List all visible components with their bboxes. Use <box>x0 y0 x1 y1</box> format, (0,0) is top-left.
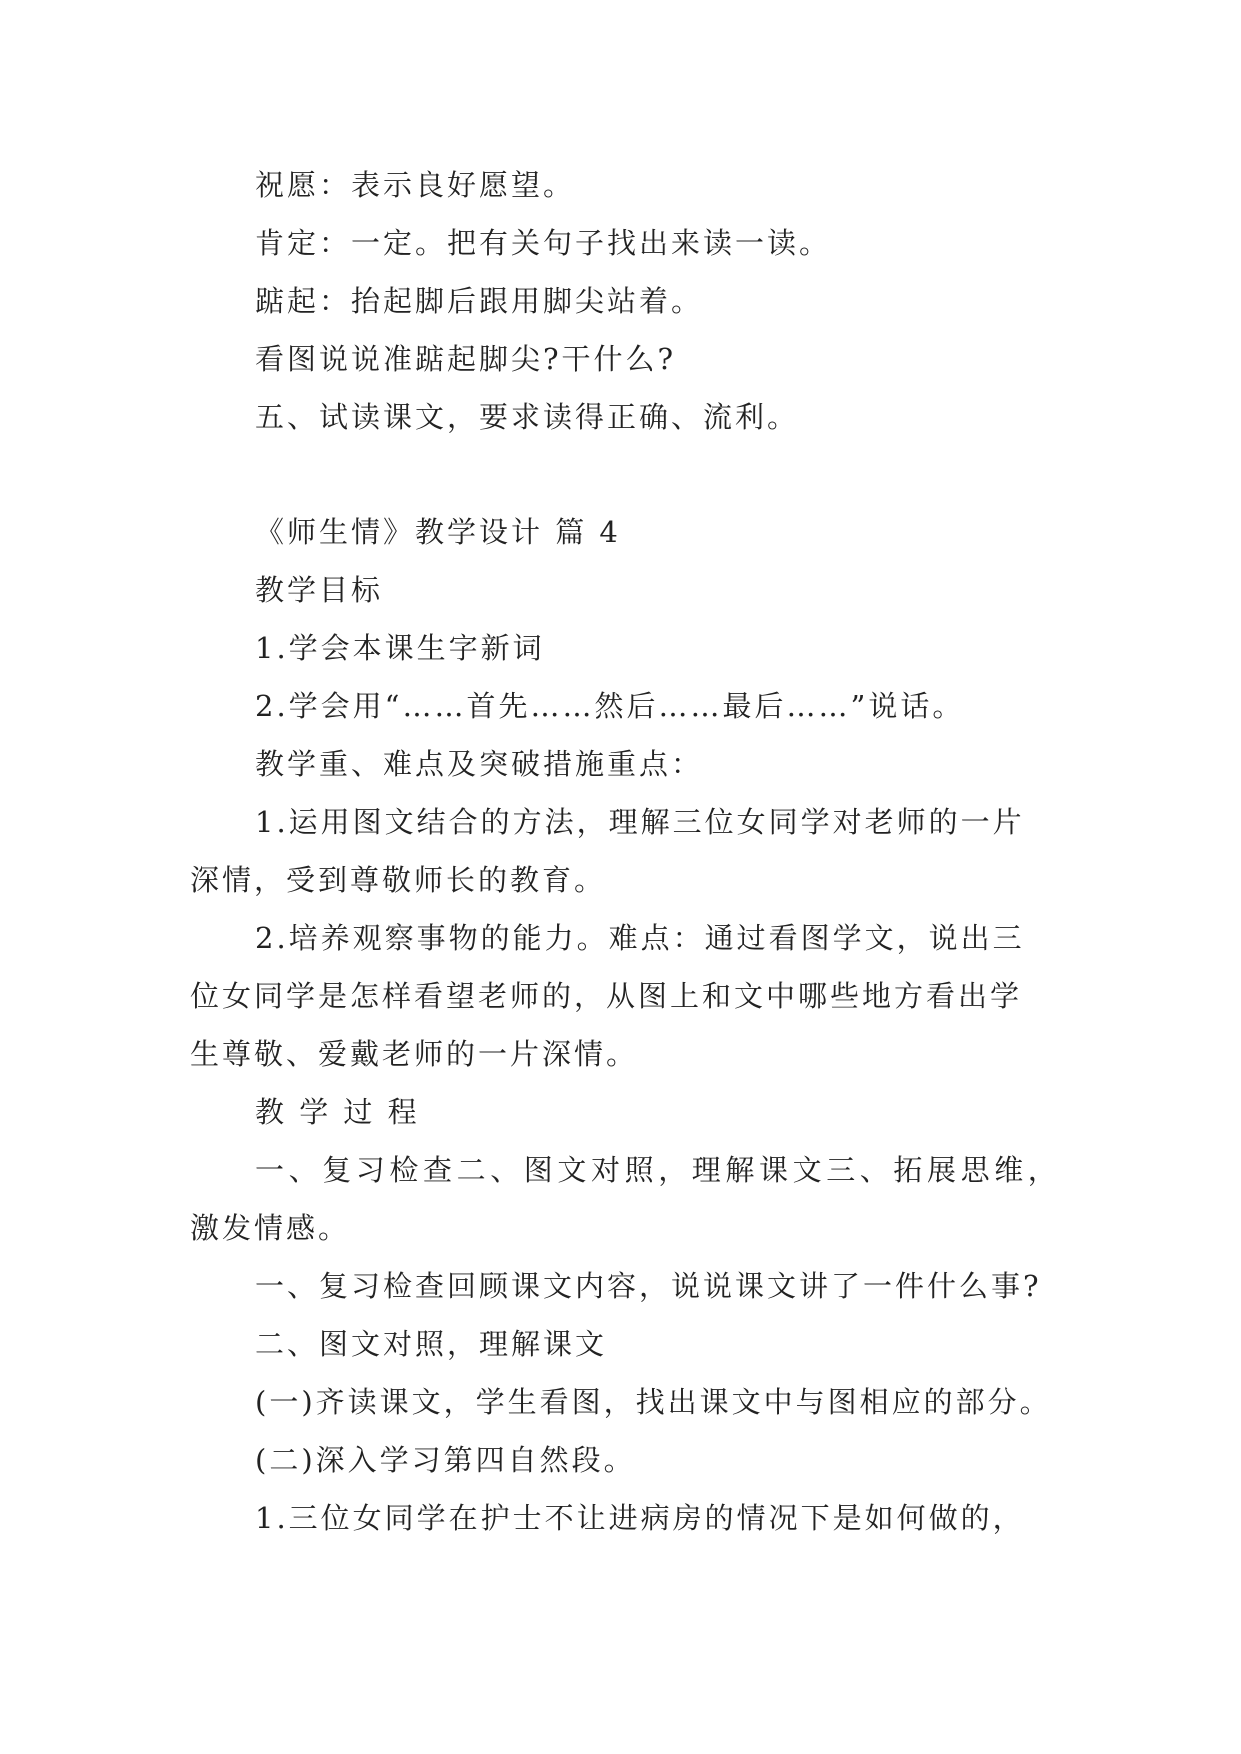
text-line: 一、复习检查回顾课文内容，说说课文讲了一件什么事? <box>255 1269 1042 1303</box>
text-line: 一、复习检查二、图文对照，理解课文三、拓展思维， <box>255 1153 1062 1187</box>
text-line: 1.运用图文结合的方法，理解三位女同学对老师的一片 <box>255 805 1025 839</box>
text-line: 1.学会本课生字新词 <box>255 631 545 665</box>
text-line: 生尊敬、爱戴老师的一片深情。 <box>190 1037 639 1071</box>
text-line: 1.三位女同学在护士不让进病房的情况下是如何做的， <box>255 1501 1025 1535</box>
text-line: 深情，受到尊敬师长的教育。 <box>190 863 607 897</box>
text-line: (二)深入学习第四自然段。 <box>255 1443 636 1477</box>
text-line: 位女同学是怎样看望老师的，从图上和文中哪些地方看出学 <box>190 979 1023 1013</box>
text-line: 教学重、难点及突破措施重点： <box>255 747 704 781</box>
section-title: 《师生情》教学设计 篇 4 <box>255 515 621 549</box>
text-line: 激发情感。 <box>190 1211 351 1245</box>
text-line: 祝愿：表示良好愿望。 <box>255 168 576 202</box>
heading: 教 学 过 程 <box>255 1095 420 1129</box>
text-line: 二、图文对照，理解课文 <box>255 1327 608 1361</box>
text-line: 五、试读课文，要求读得正确、流利。 <box>255 400 800 434</box>
text-line: 看图说说准踮起脚尖?干什么? <box>255 342 677 376</box>
text-line: (一)齐读课文，学生看图，找出课文中与图相应的部分。 <box>255 1385 1052 1419</box>
text-line: 踮起：抬起脚后跟用脚尖站着。 <box>255 284 704 318</box>
text-line: 2.培养观察事物的能力。难点：通过看图学文，说出三 <box>255 921 1025 955</box>
text-line: 肯定：一定。把有关句子找出来读一读。 <box>255 226 832 260</box>
heading: 教学目标 <box>255 573 384 607</box>
text-line: 2.学会用“……首先……然后……最后……”说话。 <box>255 689 965 723</box>
